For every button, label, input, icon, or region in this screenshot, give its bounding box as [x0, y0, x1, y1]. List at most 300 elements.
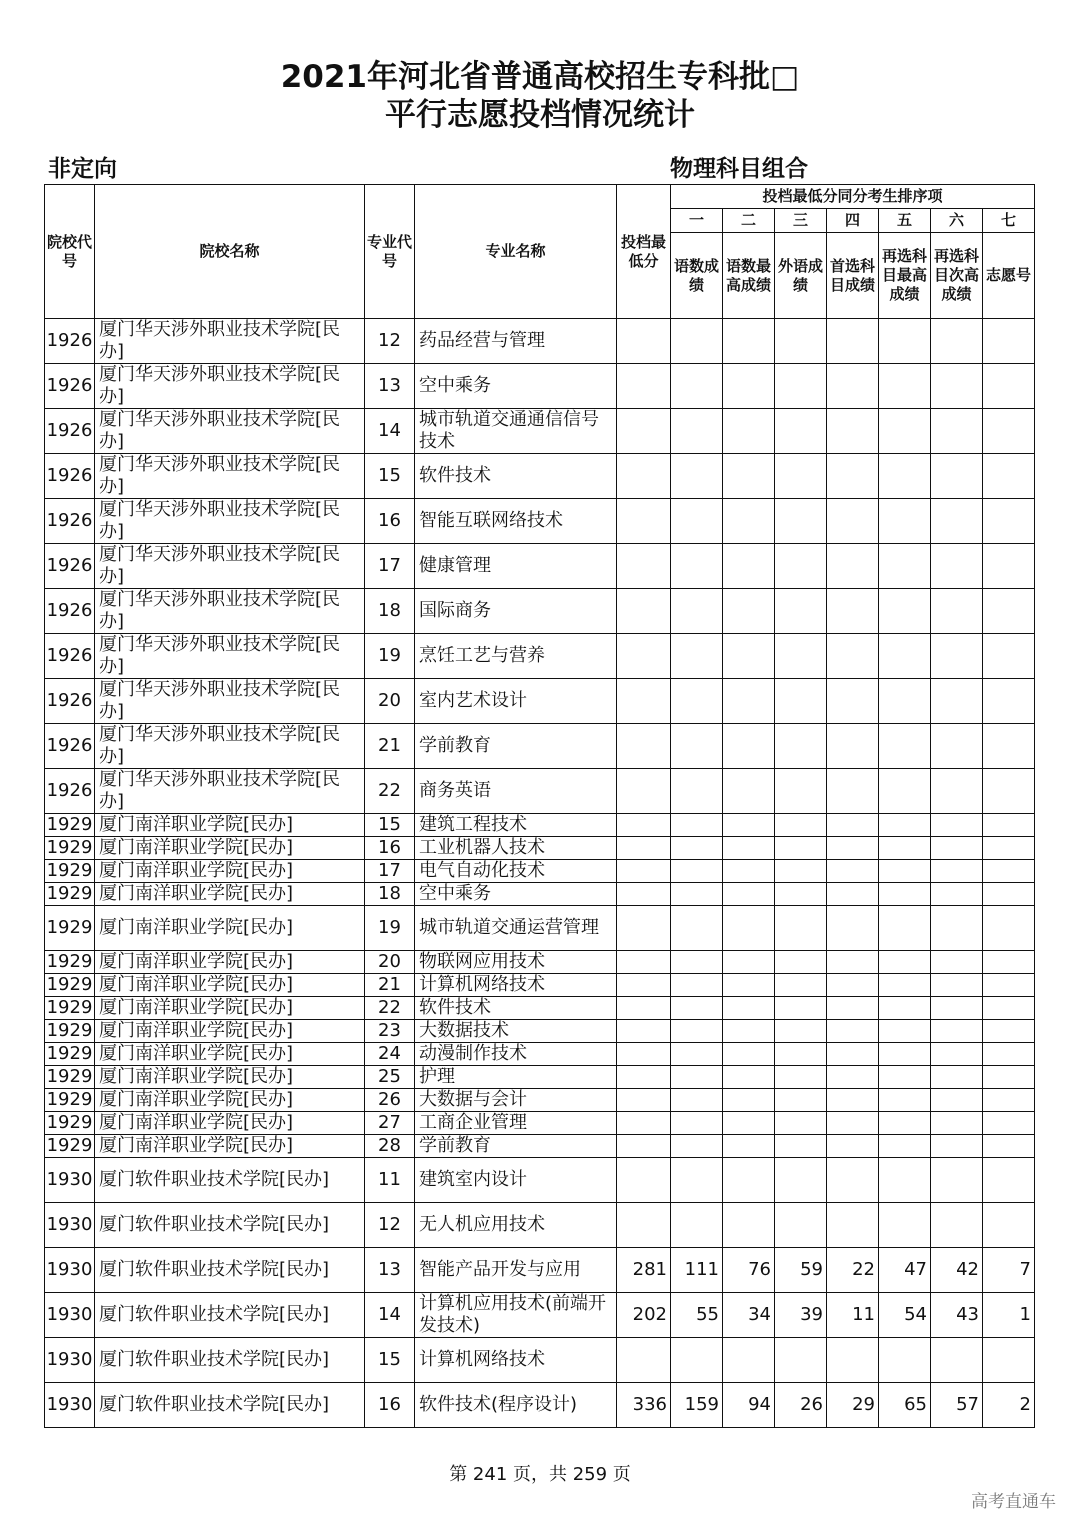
cell-s7 — [983, 454, 1035, 499]
admission-table — [44, 184, 1035, 1428]
cell-s7 — [983, 837, 1035, 860]
cell-school: 厦门南洋职业学院[民办] — [95, 1020, 365, 1043]
cell-code: 1926 — [45, 499, 95, 544]
header-item: 志愿号 — [983, 233, 1035, 319]
table-row — [45, 1203, 1035, 1248]
cell-s2: 76 — [723, 1248, 775, 1293]
cell-s2: 34 — [723, 1293, 775, 1338]
cell-score — [617, 951, 671, 974]
cell-s2 — [723, 860, 775, 883]
cell-s4 — [827, 997, 879, 1020]
cell-s2 — [723, 544, 775, 589]
cell-s3 — [775, 634, 827, 679]
cell-s6 — [931, 837, 983, 860]
cell-s3 — [775, 906, 827, 951]
cell-s2 — [723, 1043, 775, 1066]
cell-s3 — [775, 814, 827, 837]
cell-s1 — [671, 1089, 723, 1112]
table-row — [45, 364, 1035, 409]
cell-score — [617, 1020, 671, 1043]
cell-code: 1926 — [45, 454, 95, 499]
cell-s4 — [827, 544, 879, 589]
header-item: 再选科目最高成绩 — [879, 233, 931, 319]
cell-s4 — [827, 951, 879, 974]
cell-code: 1929 — [45, 814, 95, 837]
cell-s6 — [931, 814, 983, 837]
cell-s5: 65 — [879, 1383, 931, 1428]
table-row — [45, 1112, 1035, 1135]
table-row — [45, 634, 1035, 679]
cell-score: 336 — [617, 1383, 671, 1428]
header-tiebreak-group: 投档最低分同分考生排序项 — [671, 185, 1035, 209]
cell-school: 厦门华天涉外职业技术学院[民办] — [95, 679, 365, 724]
cell-major: 健康管理 — [415, 544, 617, 589]
cell-s6 — [931, 1089, 983, 1112]
cell-mcode: 14 — [365, 409, 415, 454]
cell-s7 — [983, 1089, 1035, 1112]
cell-code: 1929 — [45, 951, 95, 974]
cell-s1 — [671, 814, 723, 837]
cell-s7 — [983, 1043, 1035, 1066]
cell-s7 — [983, 364, 1035, 409]
cell-s4 — [827, 906, 879, 951]
cell-s6 — [931, 1158, 983, 1203]
cell-s3 — [775, 364, 827, 409]
cell-s2 — [723, 1112, 775, 1135]
cell-s3 — [775, 769, 827, 814]
cell-s7 — [983, 409, 1035, 454]
cell-s2 — [723, 974, 775, 997]
cell-major: 学前教育 — [415, 1135, 617, 1158]
cell-s3 — [775, 454, 827, 499]
cell-score — [617, 364, 671, 409]
cell-s3: 39 — [775, 1293, 827, 1338]
cell-mcode: 12 — [365, 1203, 415, 1248]
cell-score — [617, 409, 671, 454]
cell-s5 — [879, 997, 931, 1020]
cell-s6 — [931, 1066, 983, 1089]
cell-s1 — [671, 634, 723, 679]
cell-s4 — [827, 634, 879, 679]
cell-code: 1930 — [45, 1203, 95, 1248]
table-row — [45, 1089, 1035, 1112]
table-row — [45, 997, 1035, 1020]
cell-s7 — [983, 860, 1035, 883]
cell-school: 厦门华天涉外职业技术学院[民办] — [95, 409, 365, 454]
cell-s1 — [671, 319, 723, 364]
cell-s7: 2 — [983, 1383, 1035, 1428]
cell-mcode: 21 — [365, 974, 415, 997]
cell-s3: 26 — [775, 1383, 827, 1428]
cell-s4: 29 — [827, 1383, 879, 1428]
cell-s1 — [671, 837, 723, 860]
cell-s3 — [775, 1203, 827, 1248]
cell-s5 — [879, 634, 931, 679]
cell-mcode: 18 — [365, 883, 415, 906]
table-row — [45, 409, 1035, 454]
table-row — [45, 1158, 1035, 1203]
cell-s6 — [931, 364, 983, 409]
cell-school: 厦门软件职业技术学院[民办] — [95, 1248, 365, 1293]
cell-school: 厦门南洋职业学院[民办] — [95, 883, 365, 906]
cell-s7 — [983, 634, 1035, 679]
cell-s5 — [879, 1158, 931, 1203]
cell-code: 1926 — [45, 319, 95, 364]
cell-s2 — [723, 1089, 775, 1112]
cell-s1 — [671, 454, 723, 499]
cell-score — [617, 454, 671, 499]
cell-s5 — [879, 679, 931, 724]
cell-s2 — [723, 1158, 775, 1203]
cell-s7 — [983, 319, 1035, 364]
header-num: 三 — [775, 209, 827, 233]
cell-mcode: 26 — [365, 1089, 415, 1112]
cell-major: 电气自动化技术 — [415, 860, 617, 883]
table-row — [45, 589, 1035, 634]
table-row — [45, 883, 1035, 906]
cell-mcode: 12 — [365, 319, 415, 364]
cell-s4 — [827, 589, 879, 634]
cell-s2 — [723, 997, 775, 1020]
cell-mcode: 17 — [365, 544, 415, 589]
cell-s7: 7 — [983, 1248, 1035, 1293]
cell-code: 1929 — [45, 997, 95, 1020]
cell-major: 软件技术 — [415, 454, 617, 499]
cell-s5 — [879, 1112, 931, 1135]
cell-s1 — [671, 544, 723, 589]
cell-s6 — [931, 634, 983, 679]
cell-s7 — [983, 883, 1035, 906]
table-row — [45, 1020, 1035, 1043]
cell-s2 — [723, 454, 775, 499]
cell-s1 — [671, 589, 723, 634]
cell-s3 — [775, 409, 827, 454]
header-num: 七 — [983, 209, 1035, 233]
cell-mcode: 15 — [365, 1338, 415, 1383]
cell-major: 空中乘务 — [415, 364, 617, 409]
cell-s1 — [671, 1066, 723, 1089]
table-row — [45, 951, 1035, 974]
cell-s4: 22 — [827, 1248, 879, 1293]
cell-s5 — [879, 860, 931, 883]
cell-s3: 59 — [775, 1248, 827, 1293]
cell-s6 — [931, 679, 983, 724]
cell-s6 — [931, 499, 983, 544]
cell-s4 — [827, 814, 879, 837]
cell-s5 — [879, 814, 931, 837]
cell-score — [617, 1158, 671, 1203]
cell-mcode: 13 — [365, 364, 415, 409]
cell-s6 — [931, 319, 983, 364]
table-row — [45, 319, 1035, 364]
cell-major: 软件技术 — [415, 997, 617, 1020]
page-title-line-1: 2021年河北省普通高校招生专科批□ — [280, 59, 800, 95]
cell-code: 1926 — [45, 409, 95, 454]
cell-major: 计算机网络技术 — [415, 974, 617, 997]
cell-major: 大数据与会计 — [415, 1089, 617, 1112]
cell-school: 厦门华天涉外职业技术学院[民办] — [95, 319, 365, 364]
cell-school: 厦门南洋职业学院[民办] — [95, 1089, 365, 1112]
cell-school: 厦门南洋职业学院[民办] — [95, 997, 365, 1020]
cell-s3 — [775, 1338, 827, 1383]
cell-s3 — [775, 1158, 827, 1203]
cell-s2 — [723, 1338, 775, 1383]
cell-code: 1929 — [45, 1020, 95, 1043]
cell-major: 物联网应用技术 — [415, 951, 617, 974]
cell-s1 — [671, 364, 723, 409]
cell-school: 厦门南洋职业学院[民办] — [95, 1066, 365, 1089]
cell-s1 — [671, 409, 723, 454]
cell-score — [617, 974, 671, 997]
cell-s6 — [931, 409, 983, 454]
cell-s1 — [671, 499, 723, 544]
cell-s2 — [723, 1020, 775, 1043]
cell-s3 — [775, 974, 827, 997]
cell-s7 — [983, 906, 1035, 951]
cell-s4 — [827, 1158, 879, 1203]
cell-s6 — [931, 1338, 983, 1383]
cell-s2 — [723, 364, 775, 409]
cell-school: 厦门软件职业技术学院[民办] — [95, 1383, 365, 1428]
cell-code: 1930 — [45, 1248, 95, 1293]
cell-s5 — [879, 1089, 931, 1112]
cell-s6 — [931, 860, 983, 883]
table-row — [45, 1135, 1035, 1158]
category-label: 非定向 — [48, 156, 117, 182]
cell-s3 — [775, 499, 827, 544]
cell-s6 — [931, 951, 983, 974]
cell-s6 — [931, 883, 983, 906]
cell-mcode: 15 — [365, 814, 415, 837]
cell-school: 厦门华天涉外职业技术学院[民办] — [95, 364, 365, 409]
cell-school: 厦门华天涉外职业技术学院[民办] — [95, 544, 365, 589]
cell-s5 — [879, 364, 931, 409]
cell-s4 — [827, 860, 879, 883]
cell-s5 — [879, 837, 931, 860]
header-num: 二 — [723, 209, 775, 233]
cell-s2 — [723, 837, 775, 860]
cell-major: 动漫制作技术 — [415, 1043, 617, 1066]
cell-major: 计算机网络技术 — [415, 1338, 617, 1383]
cell-s2 — [723, 634, 775, 679]
cell-code: 1929 — [45, 1066, 95, 1089]
table-row — [45, 974, 1035, 997]
cell-s5 — [879, 409, 931, 454]
table-row — [45, 769, 1035, 814]
cell-score — [617, 634, 671, 679]
table-row — [45, 544, 1035, 589]
cell-major: 护理 — [415, 1066, 617, 1089]
cell-score — [617, 679, 671, 724]
cell-code: 1926 — [45, 544, 95, 589]
cell-code: 1926 — [45, 769, 95, 814]
cell-s4 — [827, 1020, 879, 1043]
cell-s3 — [775, 951, 827, 974]
cell-s6 — [931, 1203, 983, 1248]
cell-s3 — [775, 1135, 827, 1158]
cell-score — [617, 724, 671, 769]
cell-major: 空中乘务 — [415, 883, 617, 906]
cell-s6 — [931, 974, 983, 997]
cell-major: 室内艺术设计 — [415, 679, 617, 724]
cell-s4 — [827, 1112, 879, 1135]
cell-s6 — [931, 589, 983, 634]
cell-s3 — [775, 319, 827, 364]
cell-school: 厦门南洋职业学院[民办] — [95, 837, 365, 860]
cell-s2 — [723, 319, 775, 364]
cell-s5 — [879, 1066, 931, 1089]
cell-s7 — [983, 974, 1035, 997]
cell-s6: 42 — [931, 1248, 983, 1293]
cell-mcode: 22 — [365, 769, 415, 814]
cell-major: 建筑室内设计 — [415, 1158, 617, 1203]
cell-s1 — [671, 883, 723, 906]
cell-mcode: 20 — [365, 679, 415, 724]
cell-s4: 11 — [827, 1293, 879, 1338]
cell-s3 — [775, 724, 827, 769]
cell-major: 无人机应用技术 — [415, 1203, 617, 1248]
table-row — [45, 1293, 1035, 1338]
page-title-line-2: 平行志愿投档情况统计 — [385, 97, 695, 133]
cell-s5 — [879, 1135, 931, 1158]
cell-s3 — [775, 589, 827, 634]
cell-school: 厦门华天涉外职业技术学院[民办] — [95, 724, 365, 769]
cell-score — [617, 1043, 671, 1066]
cell-s1 — [671, 906, 723, 951]
cell-s6 — [931, 1043, 983, 1066]
cell-code: 1930 — [45, 1338, 95, 1383]
cell-mcode: 16 — [365, 499, 415, 544]
cell-s1 — [671, 1135, 723, 1158]
cell-code: 1930 — [45, 1293, 95, 1338]
cell-s5 — [879, 1338, 931, 1383]
cell-major: 智能互联网络技术 — [415, 499, 617, 544]
cell-s4 — [827, 1066, 879, 1089]
table-row — [45, 454, 1035, 499]
cell-mcode: 14 — [365, 1293, 415, 1338]
table-row — [45, 1066, 1035, 1089]
cell-major: 大数据技术 — [415, 1020, 617, 1043]
cell-s4 — [827, 499, 879, 544]
cell-s7 — [983, 1020, 1035, 1043]
table-row — [45, 1043, 1035, 1066]
cell-s3 — [775, 1112, 827, 1135]
cell-code: 1926 — [45, 634, 95, 679]
cell-s6: 43 — [931, 1293, 983, 1338]
cell-score — [617, 1338, 671, 1383]
cell-s7 — [983, 724, 1035, 769]
cell-mcode: 16 — [365, 1383, 415, 1428]
cell-s1 — [671, 1020, 723, 1043]
cell-score: 202 — [617, 1293, 671, 1338]
cell-s2 — [723, 1203, 775, 1248]
cell-s2 — [723, 814, 775, 837]
table-row — [45, 679, 1035, 724]
cell-mcode: 25 — [365, 1066, 415, 1089]
cell-s1: 111 — [671, 1248, 723, 1293]
cell-s1 — [671, 1158, 723, 1203]
cell-s2 — [723, 679, 775, 724]
cell-s2 — [723, 769, 775, 814]
cell-s5: 47 — [879, 1248, 931, 1293]
cell-s2 — [723, 951, 775, 974]
cell-score — [617, 589, 671, 634]
header-num: 一 — [671, 209, 723, 233]
cell-s6 — [931, 1135, 983, 1158]
cell-score — [617, 1066, 671, 1089]
cell-s1 — [671, 1112, 723, 1135]
cell-code: 1929 — [45, 883, 95, 906]
cell-major: 城市轨道交通通信信号技术 — [415, 409, 617, 454]
cell-major: 国际商务 — [415, 589, 617, 634]
cell-s3 — [775, 544, 827, 589]
cell-s5 — [879, 1020, 931, 1043]
cell-s7 — [983, 997, 1035, 1020]
cell-code: 1926 — [45, 364, 95, 409]
cell-mcode: 18 — [365, 589, 415, 634]
cell-s2 — [723, 589, 775, 634]
cell-s4 — [827, 1338, 879, 1383]
cell-major: 药品经营与管理 — [415, 319, 617, 364]
cell-code: 1930 — [45, 1383, 95, 1428]
cell-major: 烹饪工艺与营养 — [415, 634, 617, 679]
cell-s1 — [671, 860, 723, 883]
cell-s2 — [723, 409, 775, 454]
cell-s5: 54 — [879, 1293, 931, 1338]
cell-s6 — [931, 454, 983, 499]
cell-s3 — [775, 679, 827, 724]
cell-score — [617, 814, 671, 837]
cell-school: 厦门南洋职业学院[民办] — [95, 906, 365, 951]
cell-code: 1929 — [45, 906, 95, 951]
table-row — [45, 837, 1035, 860]
cell-s1 — [671, 1043, 723, 1066]
cell-s2 — [723, 906, 775, 951]
cell-s4 — [827, 1135, 879, 1158]
cell-s2 — [723, 1135, 775, 1158]
cell-school: 厦门南洋职业学院[民办] — [95, 951, 365, 974]
table-row — [45, 1338, 1035, 1383]
cell-code: 1929 — [45, 1043, 95, 1066]
cell-mcode: 22 — [365, 997, 415, 1020]
cell-s7 — [983, 679, 1035, 724]
cell-s3 — [775, 1020, 827, 1043]
cell-s4 — [827, 1043, 879, 1066]
cell-major: 学前教育 — [415, 724, 617, 769]
cell-school: 厦门软件职业技术学院[民办] — [95, 1203, 365, 1248]
cell-s4 — [827, 409, 879, 454]
cell-s4 — [827, 319, 879, 364]
cell-code: 1930 — [45, 1158, 95, 1203]
cell-score — [617, 319, 671, 364]
cell-score — [617, 1135, 671, 1158]
cell-s7 — [983, 1158, 1035, 1203]
cell-code: 1929 — [45, 1135, 95, 1158]
header-min-score: 投档最低分 — [617, 185, 671, 319]
cell-major: 建筑工程技术 — [415, 814, 617, 837]
cell-s5 — [879, 1203, 931, 1248]
header-school-code: 院校代号 — [45, 185, 95, 319]
header-major-name: 专业名称 — [415, 185, 617, 319]
header-school-name: 院校名称 — [95, 185, 365, 319]
cell-s6 — [931, 724, 983, 769]
cell-s7 — [983, 1135, 1035, 1158]
cell-school: 厦门南洋职业学院[民办] — [95, 1135, 365, 1158]
cell-score — [617, 860, 671, 883]
cell-s7 — [983, 814, 1035, 837]
cell-mcode: 27 — [365, 1112, 415, 1135]
cell-mcode: 19 — [365, 634, 415, 679]
